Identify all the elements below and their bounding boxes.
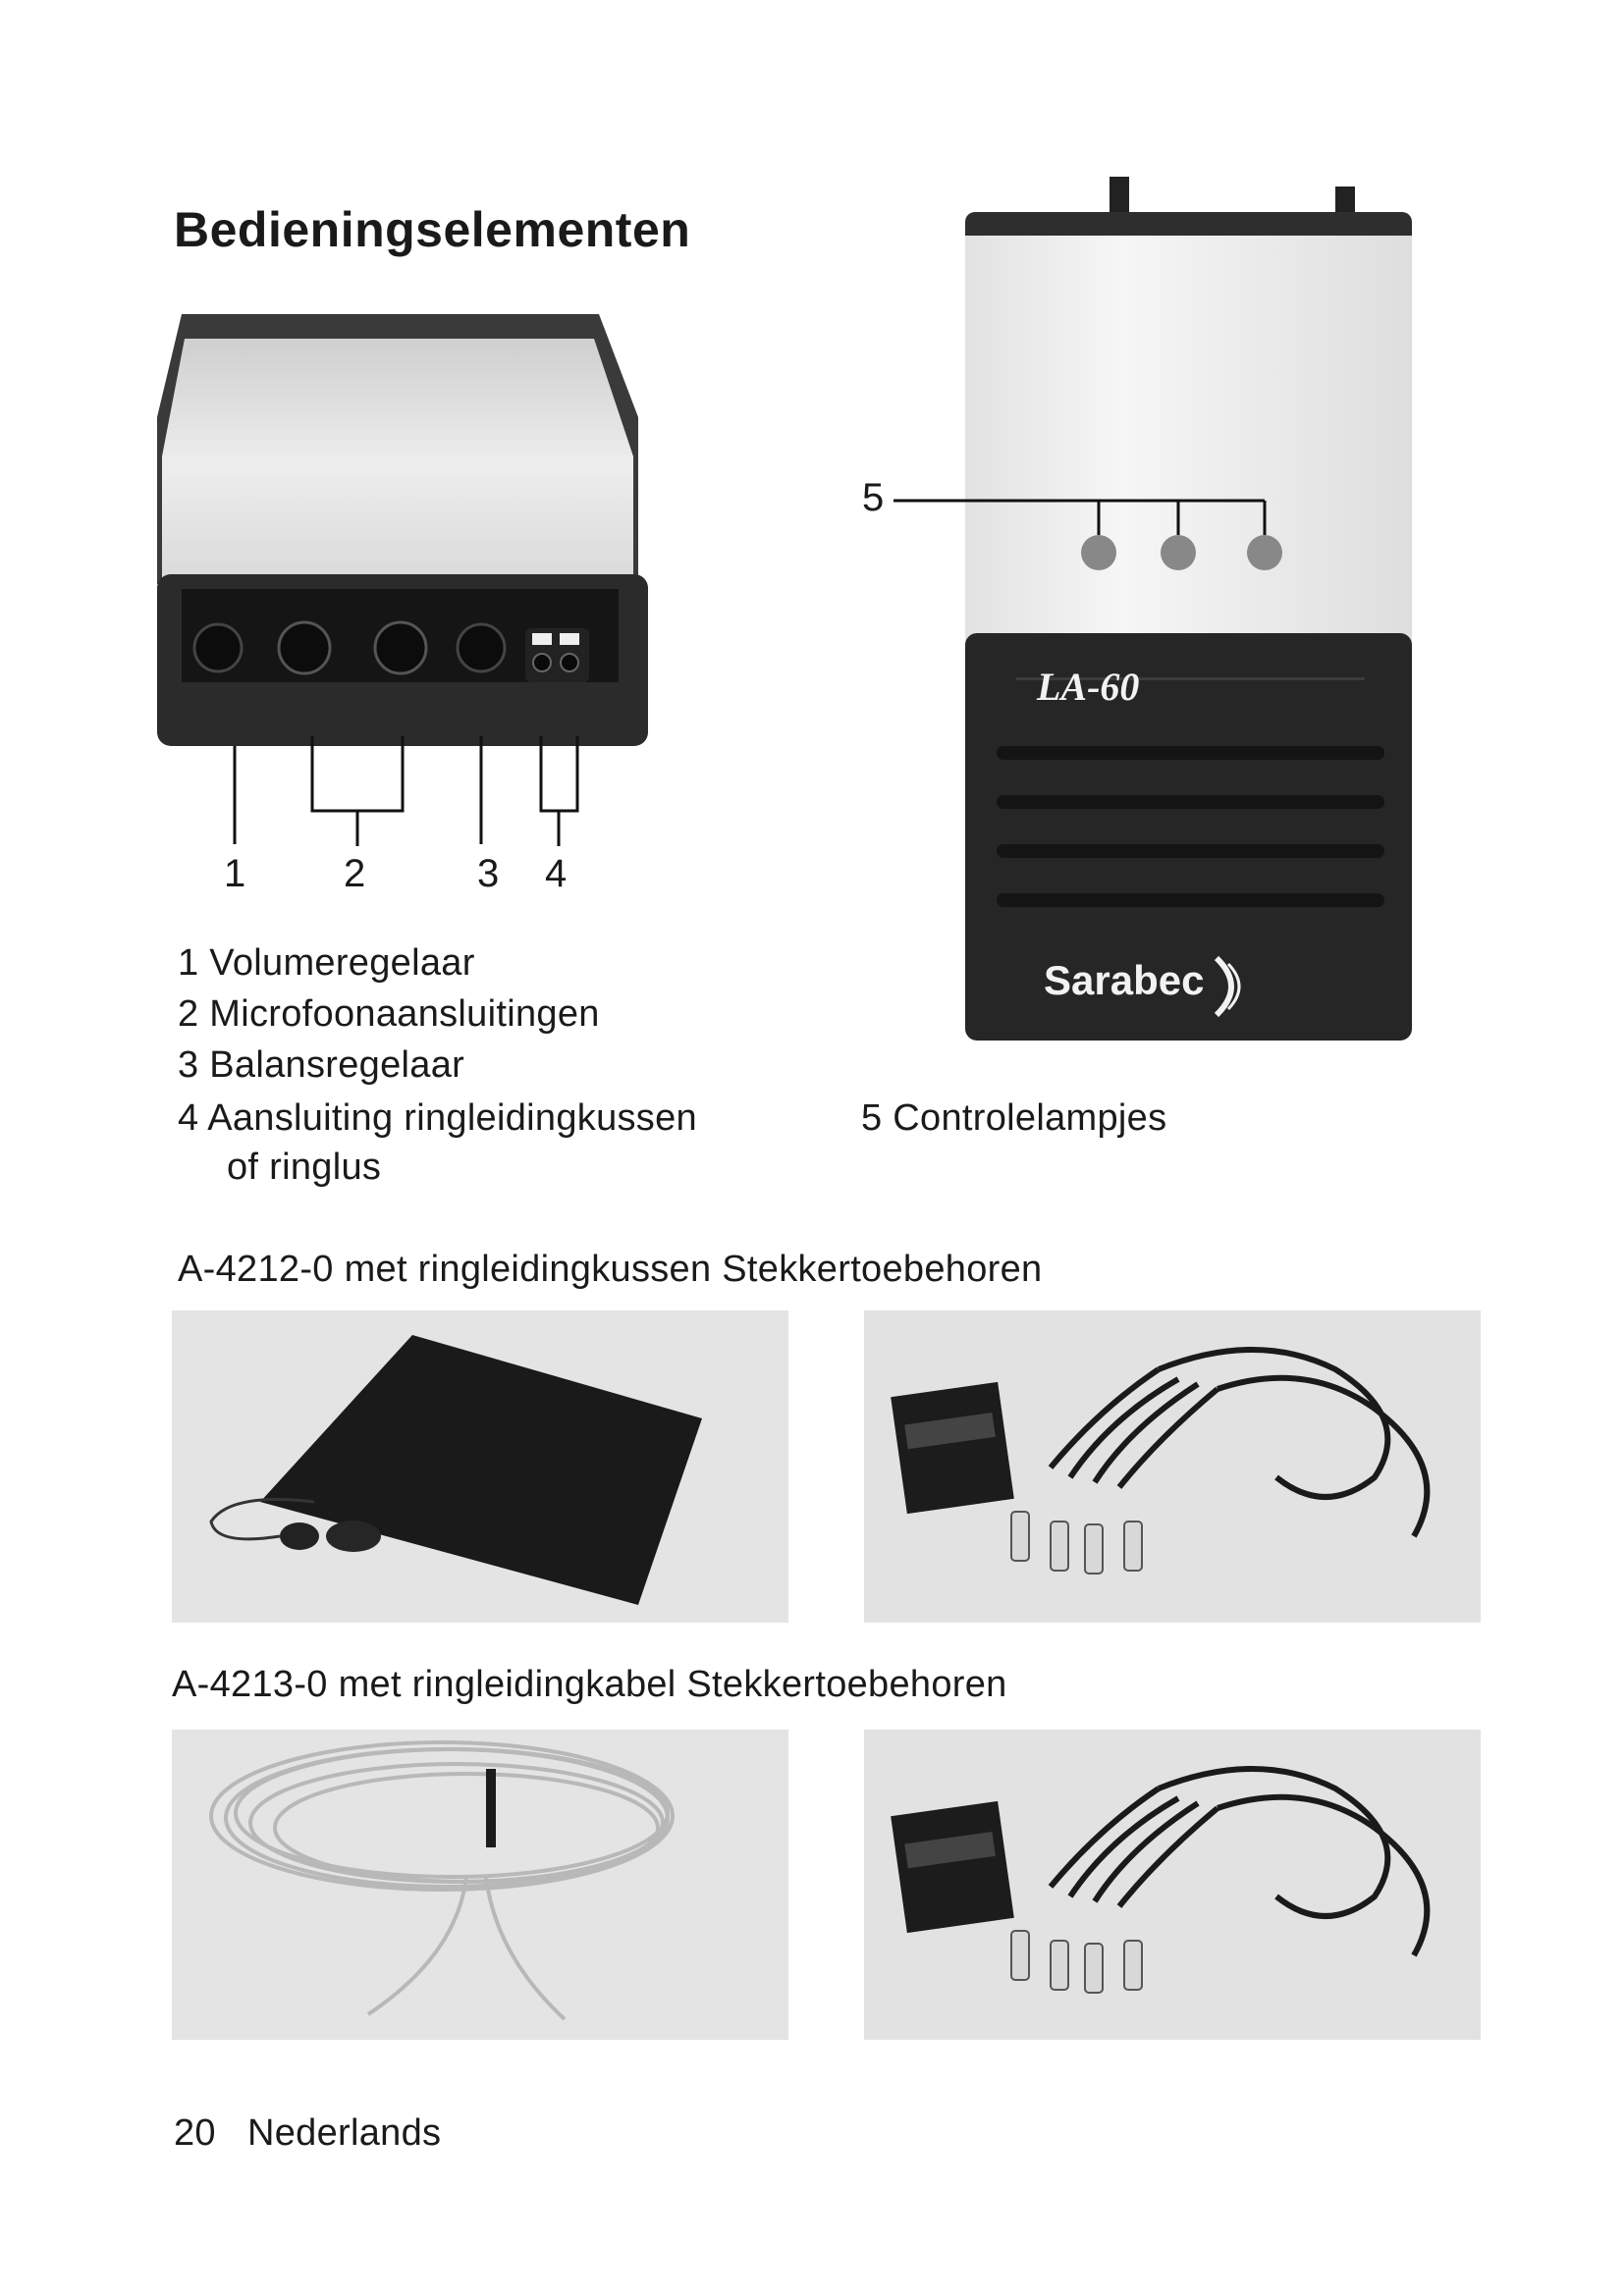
indicator-lamp (1247, 535, 1282, 570)
footer-language: Nederlands (247, 2112, 442, 2154)
loop-pad-photo (172, 1310, 788, 1623)
callout-2: 2 (344, 852, 366, 895)
plug-accessories-photo-1 (864, 1310, 1481, 1623)
legend-item-1: 1 Volumeregelaar (178, 942, 475, 984)
set-caption-1: A-4212-0 met ringleidingkussen Stekkertoebehoren (178, 1249, 1043, 1290)
callout-3: 3 (477, 852, 500, 895)
legend-item-2: 2 Microfoonaansluitingen (178, 993, 600, 1035)
set-caption-2: A-4213-0 met ringleidingkabel Stekkertoebehoren (172, 1664, 1007, 1705)
legend-item-3: 3 Balansregelaar (178, 1044, 465, 1086)
indicator-lamp (1081, 535, 1116, 570)
brand-logo: Sarabec (1044, 957, 1205, 1003)
loop-cable-photo (172, 1730, 788, 2040)
legend-item-4: 4 Aansluiting ringleidingkussen (178, 1097, 697, 1139)
legend-item-4-continued: of ringlus (227, 1147, 382, 1188)
page-number: 20 (174, 2112, 216, 2154)
model-label: LA-60 (1037, 665, 1140, 709)
indicator-lamp (1161, 535, 1196, 570)
callout-1: 1 (224, 852, 246, 895)
plug-accessories-photo-2 (864, 1730, 1481, 2040)
callout-5: 5 (862, 476, 885, 519)
legend-item-5: 5 Controlelampjes (861, 1097, 1167, 1139)
page-title: Bedieningselementen (174, 202, 691, 257)
callout-4: 4 (545, 852, 568, 895)
